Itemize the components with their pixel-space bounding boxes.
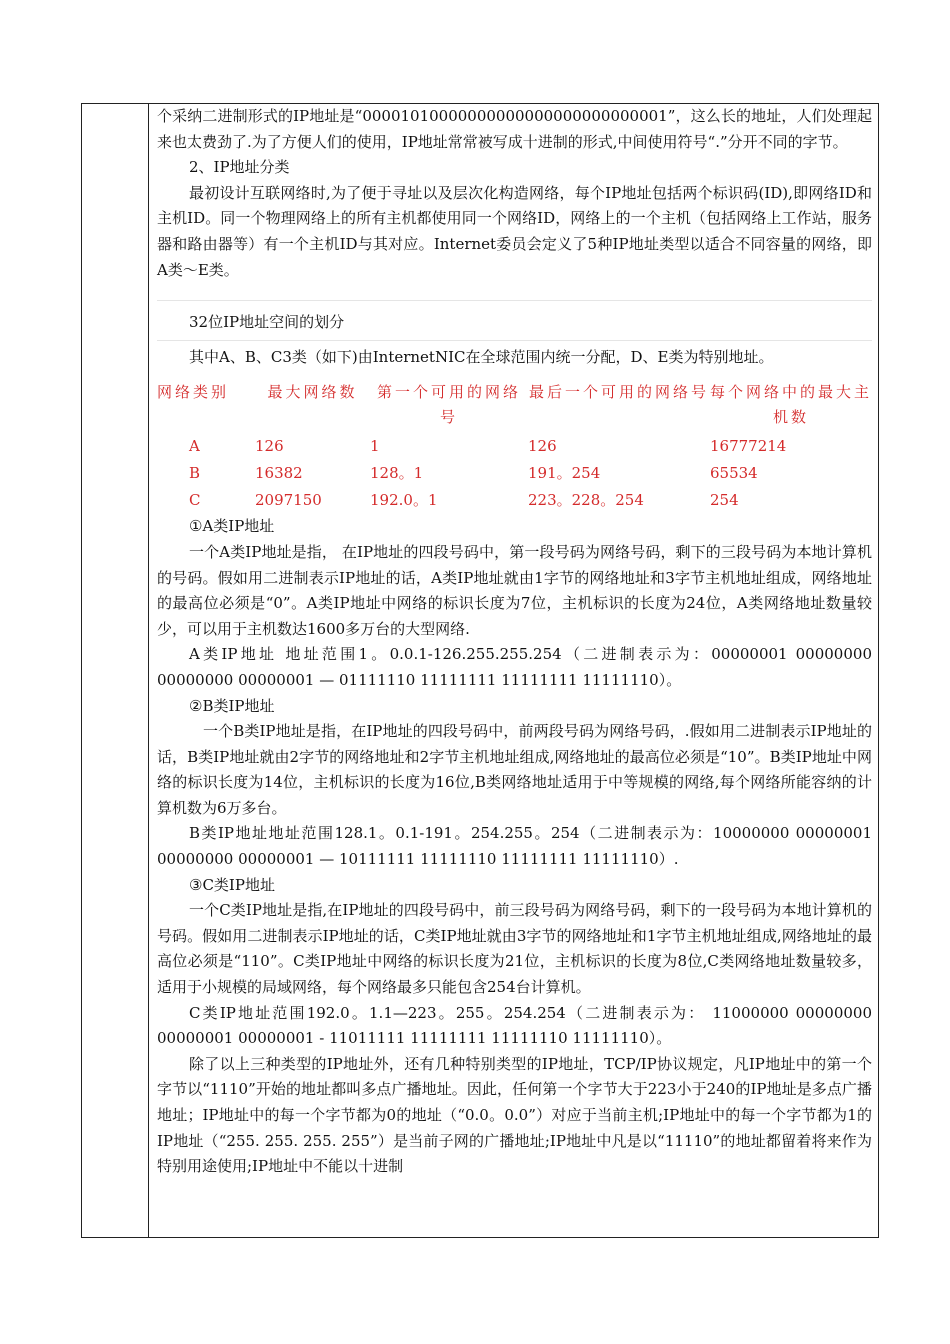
cell-max-hosts: 16777214 [710, 437, 787, 456]
cell-class: B [189, 464, 201, 483]
cell-first-network: 192.0。1 [370, 491, 438, 510]
table-row [157, 487, 872, 514]
header-first-network: 第一个可用的网络号 [376, 383, 521, 427]
header-network-class: 网络类别 [157, 383, 230, 402]
header-last-network: 最后一个可用的网络号 [528, 383, 709, 402]
cell-last-network: 191。254 [528, 464, 601, 483]
column-divider [148, 104, 149, 1237]
heading-class-a: ①A类IP地址 [189, 517, 275, 536]
paragraph-class-c: 一个C类IP地址是指,在IP地址的四段号码中，前三段号码为网络号码，剩下的一段号码为本地计算机的号码。假如用二进制表示IP地址的话，C类IP地址就由3字节的网络地址和1字节主机地址组成,网络地址的最高位必须是“110”。C类IP地址中网络的标识长度为21位，主机标识的长度为8位,C类网络地址数量较多，适用于小规模的局域网络，每个网络最多只能包含254台计算机。 [157, 901, 872, 997]
header-max-hosts: 每个网络中的最大主机数 [710, 383, 873, 427]
cell-last-network: 126 [528, 437, 557, 456]
caption-ip-space: 32位IP地址空间的划分 [189, 313, 345, 332]
paragraph-class-b-range: B类IP地址地址范围128.1。0.1-191。254.255。254（二进制表示为：10000000 00000001 00000000 00000001 — 10111111 11111110 11111111 11111110）. [157, 824, 872, 869]
heading-class-b: ②B类IP地址 [189, 696, 275, 715]
header-max-networks: 最大网络数 [267, 383, 358, 402]
paragraph-class-a-range: A类IP地址 地址范围1。0.0.1-126.255.255.254（二进制表示为：00000001 00000000 00000000 00000001 — 01111110 11111111 11111111 11111110）。 [157, 645, 872, 689]
cell-max-hosts: 65534 [710, 464, 758, 483]
paragraph-binary-address: 个采纳二进制形式的IP地址是“00001010000000000000000000000001”，这么长的地址，人们处理起来也太费劲了.为了方便人们的使用，IP地址常常被写成十进制的形式,中间使用符号“.”分开不同的字节。 [157, 107, 872, 151]
cell-last-network: 223。228。254 [528, 491, 644, 510]
cell-max-networks: 2097150 [255, 491, 322, 510]
paragraph-class-a: 一个A类IP地址是指， 在IP地址的四段号码中，第一段号码为网络号码，剩下的三段号码为本地计算机的号码。假如用二进制表示IP地址的话，A类IP地址就由1字节的网络地址和3字节主机地址组成，网络地址的最高位必须是“0”。A类IP地址中网络的标识长度为7位，主机标识的长度为24位，A类网络地址数量较少，可以用于主机数达1600多万台的大型网络. [157, 542, 872, 638]
document-content [157, 104, 872, 1180]
paragraph-special-addresses: 除了以上三种类型的IP地址外，还有几种特别类型的IP地址，TCP/IP协议规定，凡IP地址中的第一个字节以“1110”开始的地址都叫多点广播地址。因此，任何第一个字节大于223小于240的IP地址是多点广播地址；IP地址中的每一个字节都为0的地址（“0.0。0.0”）对应于当前主机;IP地址中的每一个字节都为1的IP地址（“255. 255. 255. 255”）是当前子网的广播地址;IP地址中凡是以“11110”的地址都留着将来作为特别用途使用;IP地址中不能以十进制 [157, 1054, 872, 1176]
cell-first-network: 128。1 [370, 464, 424, 483]
cell-class: A [189, 437, 200, 456]
table-header-row [157, 380, 872, 433]
paragraph-class-c-range: C类IP地址范围192.0。1.1—223。255。254.254（二进制表示为： 11000000 00000000 00000001 00000001 - 11011111 11111111 11111110 11111110）。 [157, 1003, 872, 1048]
paragraph-network-design: 最初设计互联网络时,为了便于寻址以及层次化构造网络，每个IP地址包括两个标识码(ID),即网络ID和主机ID。同一个物理网络上的所有主机都使用同一个网络ID，网络上的一个主机（包括网络上工作站，服务器和路由器等）有一个主机ID与其对应。Internet委员会定义了5种IP地址类型以适合不同容量的网络，即A类～E类。 [157, 183, 872, 279]
divider [157, 340, 872, 341]
cell-max-networks: 16382 [255, 464, 303, 483]
section-heading-ip-classes: 2、IP地址分类 [189, 158, 290, 177]
cell-max-hosts: 254 [710, 491, 739, 510]
table-row [157, 460, 872, 487]
paragraph-allocation-intro: 其中A、B、C3类（如下)由InternetNIC在全球范围内统一分配，D、E类为特别地址。 [189, 347, 774, 366]
table-row [157, 433, 872, 460]
cell-class: C [189, 491, 201, 510]
heading-class-c: ③C类IP地址 [189, 875, 275, 894]
paragraph-class-b: 一个B类IP地址是指，在IP地址的四段号码中，前两段号码为网络号码，.假如用二进制表示IP地址的话，B类IP地址就由2字节的网络地址和2字节主机地址组成,网络地址的最高位必须是“10”。B类IP地址中网络的标识长度为14位，主机标识的长度为16位,B类网络地址适用于中等规模的网络,每个网络所能容纳的计算机数为6万多台。 [157, 722, 872, 817]
ip-class-table [157, 380, 872, 514]
cell-max-networks: 126 [255, 437, 284, 456]
divider [157, 300, 872, 301]
cell-first-network: 1 [370, 437, 380, 456]
